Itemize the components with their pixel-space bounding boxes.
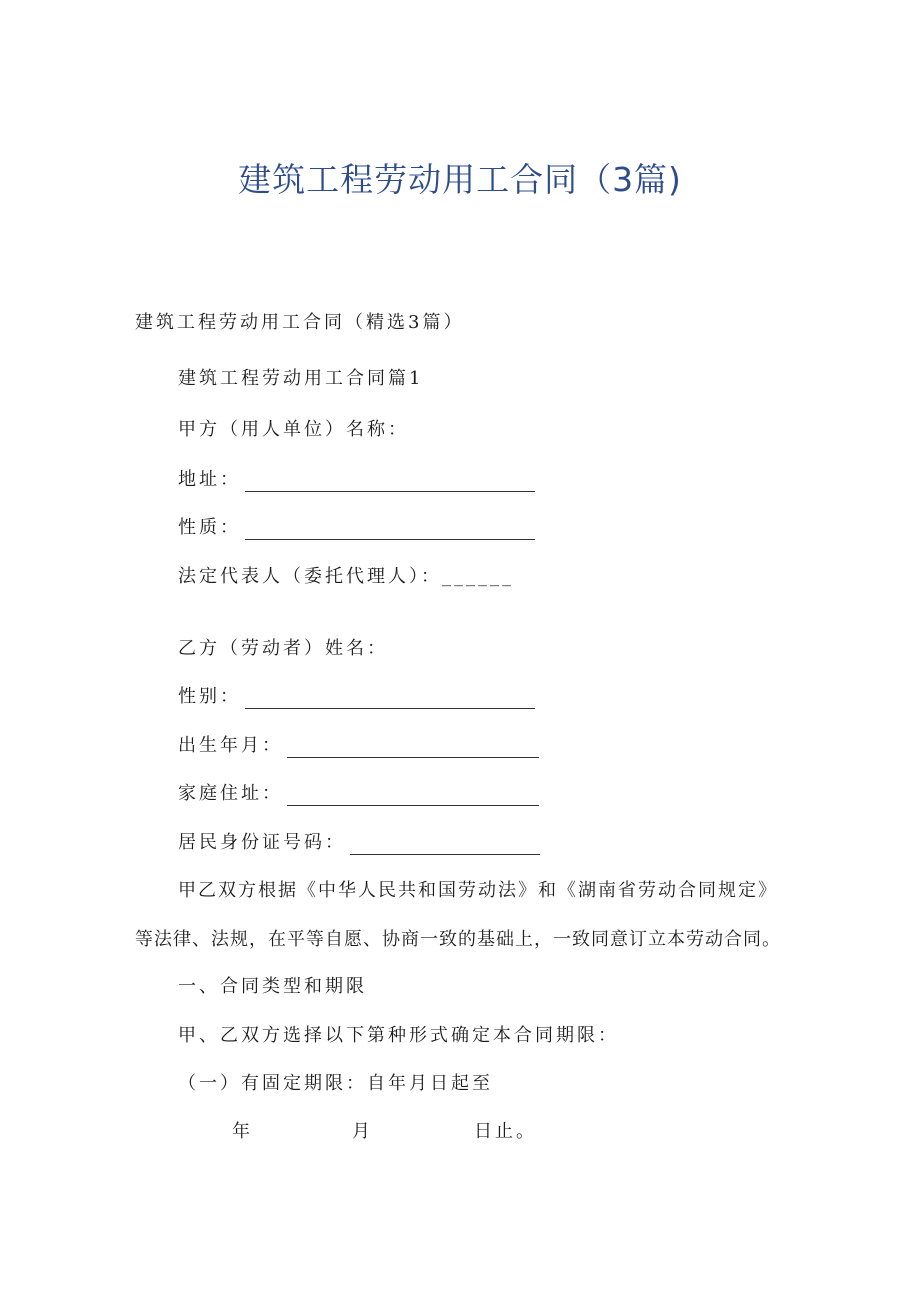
party-b-name-label: 乙方（劳动者）姓名：	[178, 638, 388, 659]
document-title: 建筑工程劳动用工合同（3篇)	[238, 160, 682, 199]
party-b-home-blank	[287, 785, 539, 806]
party-a-name-label: 甲方（用人单位）名称：	[178, 419, 409, 440]
party-b-id-blank	[350, 834, 540, 855]
party-b-id-label: 居民身份证号码：	[178, 832, 346, 853]
body-paragraph-1-line-2: 等法律、法规，在平等自愿、协商一致的基础上，一致同意订立本劳动合同。	[135, 929, 781, 950]
party-a-rep-row	[178, 565, 514, 589]
party-a-address-label: 地址：	[178, 469, 241, 490]
party-b-home-row	[178, 782, 539, 806]
clause-1-heading: 一、合同类型和期限	[178, 976, 367, 997]
party-b-birth-blank	[287, 737, 539, 758]
party-a-address-blank	[245, 471, 535, 492]
party-b-gender-blank	[245, 688, 535, 709]
party-a-nature-row	[178, 516, 535, 540]
party-a-address-row	[178, 468, 535, 492]
party-b-birth-row	[178, 734, 539, 758]
party-b-home-label: 家庭住址：	[178, 783, 283, 804]
party-a-nature-blank	[245, 519, 535, 540]
party-a-nature-label: 性质：	[178, 517, 241, 538]
party-b-birth-label: 出生年月：	[178, 735, 283, 756]
party-b-id-row	[178, 831, 540, 855]
clause-1-item-1: （一）有固定期限：自年月日起至	[178, 1073, 493, 1094]
subtitle: 建筑工程劳动用工合同（精选3篇）	[135, 312, 465, 333]
end-month: 月	[352, 1121, 373, 1142]
clause-1-text: 甲、乙双方选择以下第种形式确定本合同期限：	[178, 1025, 619, 1046]
end-year: 年	[232, 1121, 253, 1142]
party-b-gender-row	[178, 685, 535, 709]
party-a-rep-label: 法定代表人（委托代理人）：	[178, 566, 442, 587]
body-paragraph-1-line-1: 甲乙双方根据《中华人民共和国劳动法》和《湖南省劳动合同规定》	[178, 880, 778, 901]
end-day: 日止。	[474, 1121, 537, 1142]
party-a-rep-value: ______	[442, 566, 514, 587]
section-heading: 建筑工程劳动用工合同篇1	[178, 368, 424, 389]
party-b-gender-label: 性别：	[178, 686, 241, 707]
